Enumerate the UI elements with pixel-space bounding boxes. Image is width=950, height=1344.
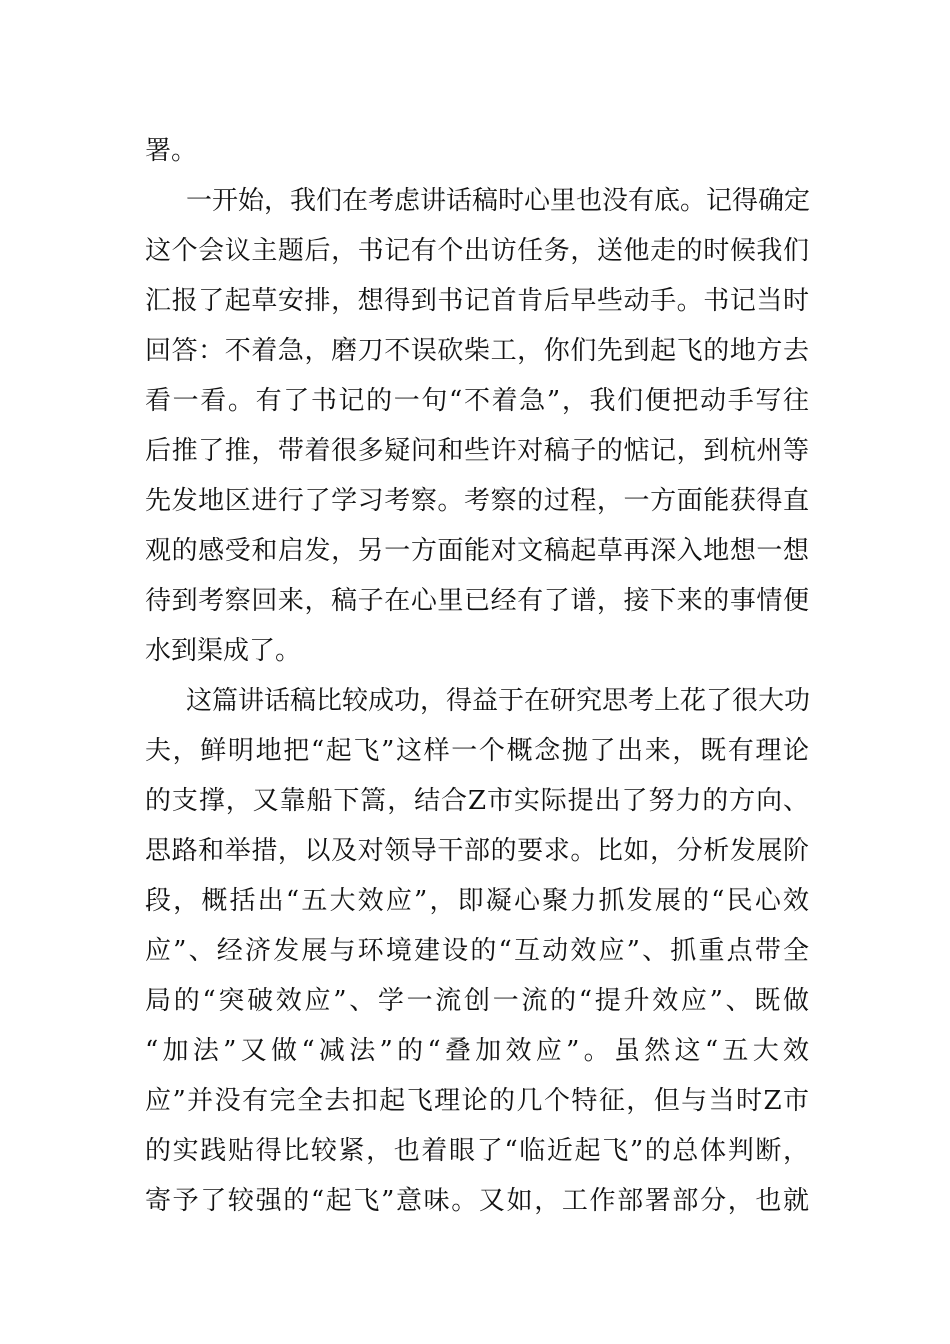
paragraph-2-line-9: 待到考察回来，稿子在心里已经有了谱，接下来的事情便 (145, 586, 809, 616)
paragraph-3-line-5: 段，概括出“五大效应”，即凝心聚力抓发展的“民心效 (145, 886, 809, 916)
paragraph-2-line-7: 先发地区进行了学习考察。考察的过程，一方面能获得直 (145, 486, 809, 516)
paragraph-3-line-6: 应”、经济发展与环境建设的“互动效应”、抓重点带全 (145, 936, 809, 966)
paragraph-3-line-8: “加法”又做“减法”的“叠加效应”。虽然这“五大效 (145, 1036, 809, 1066)
paragraph-2-line-2: 这个会议主题后，书记有个出访任务，送他走的时候我们 (145, 236, 809, 266)
paragraph-2-line-8: 观的感受和启发，另一方面能对文稿起草再深入地想一想 (145, 536, 809, 566)
paragraph-3-line-2: 夫，鲜明地把“起飞”这样一个概念抛了出来，既有理论 (145, 736, 809, 766)
paragraph-2-line-6: 后推了推，带着很多疑问和些许对稿子的惦记，到杭州等 (145, 436, 809, 466)
paragraph-2-line-5: 看一看。有了书记的一句“不着急”，我们便把动手写往 (145, 386, 809, 416)
paragraph-3-line-4: 思路和举措，以及对领导干部的要求。比如，分析发展阶 (145, 836, 809, 866)
paragraph-3-line-7: 局的“突破效应”、学一流创一流的“提升效应”、既做 (145, 986, 809, 1016)
paragraph-3-line-1: 这篇讲话稿比较成功，得益于在研究思考上花了很大功 (186, 686, 811, 716)
paragraph-3-line-11: 寄予了较强的“起飞”意味。又如，工作部署部分，也就 (145, 1186, 809, 1216)
paragraph-3-line-3: 的支撑，又靠船下篙，结合Z市实际提出了努力的方向、 (145, 786, 809, 816)
paragraph-3-line-10: 的实践贴得比较紧，也着眼了“临近起飞”的总体判断， (145, 1136, 809, 1166)
paragraph-2-line-4: 回答：不着急，磨刀不误砍柴工，你们先到起飞的地方去 (145, 336, 809, 366)
paragraph-2-line-1: 一开始，我们在考虑讲话稿时心里也没有底。记得确定 (186, 186, 811, 216)
paragraph-3-line-9: 应”并没有完全去扣起飞理论的几个特征，但与当时Z市 (145, 1086, 809, 1116)
paragraph-2-line-10: 水到渠成了。 (145, 636, 302, 666)
paragraph-2-line-3: 汇报了起草安排，想得到书记首肯后早些动手。书记当时 (145, 286, 809, 316)
text-line-1: 署。 (145, 136, 198, 166)
